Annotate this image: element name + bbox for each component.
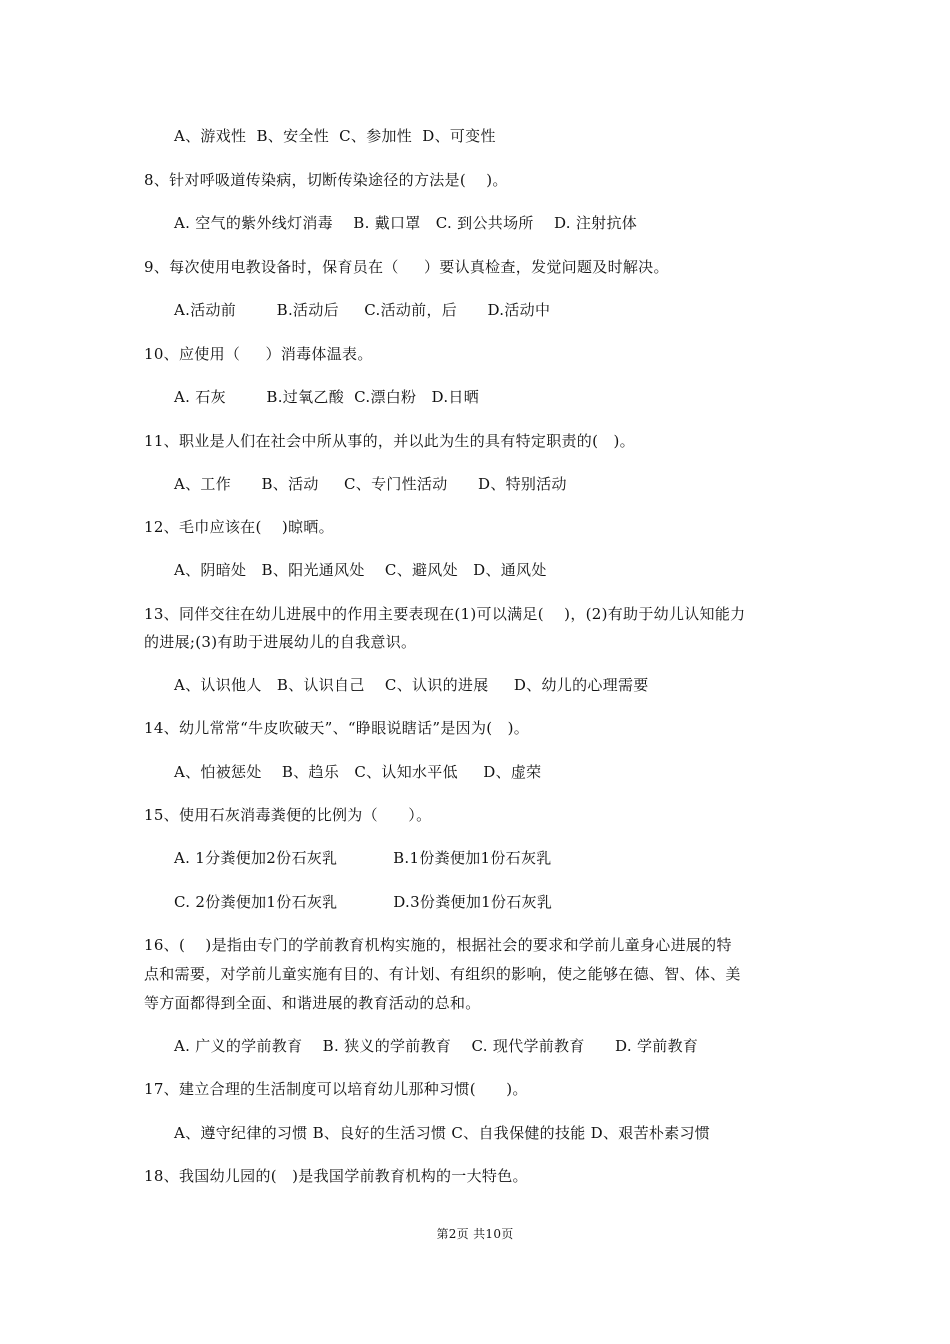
question-18: 18、我国幼儿园的( )是我国学前教育机构的一大特色。 <box>144 1167 528 1185</box>
question-16: 16、( )是指由专门的学前教育机构实施的，根据社会的要求和学前儿童身心进展的特 <box>144 936 732 954</box>
q8-options: A. 空气的紫外线灯消毒 B. 戴口罩 C. 到公共场所 D. 注射抗体 <box>174 214 638 232</box>
q15-options-row2: C. 2份粪便加1份石灰乳 D.3份粪便加1份石灰乳 <box>174 893 553 911</box>
question-15: 15、使用石灰消毒粪便的比例为（ ）。 <box>144 806 432 824</box>
question-9: 9、每次使用电教设备时，保育员在（ ）要认真检查，发觉问题及时解决。 <box>144 258 669 276</box>
q7-options: A、游戏性 B、安全性 C、参加性 D、可变性 <box>174 127 496 145</box>
question-11: 11、职业是人们在社会中所从事的，并以此为生的具有特定职责的( )。 <box>144 432 635 450</box>
question-10: 10、应使用（ ）消毒体温表。 <box>144 345 373 363</box>
q14-options: A、怕被惩处 B、趋乐 C、认知水平低 D、虚荣 <box>174 763 542 781</box>
q12-options: A、阴暗处 B、阳光通风处 C、避风处 D、通风处 <box>174 561 547 579</box>
page-footer: 第2页 共10页 <box>436 1227 514 1241</box>
question-16-continued-2: 等方面都得到全面、和谐进展的教育活动的总和。 <box>144 994 481 1012</box>
q10-options: A. 石灰 B.过氧乙酸 C.漂白粉 D.日晒 <box>174 388 480 406</box>
question-13: 13、同伴交往在幼儿进展中的作用主要表现在(1)可以满足( )，(2)有助于幼儿认知能力 <box>144 605 746 623</box>
question-13-continued: 的进展;(3)有助于进展幼儿的自我意识。 <box>144 633 417 651</box>
q13-options: A、认识他人 B、认识自己 C、认识的进展 D、幼儿的心理需要 <box>174 676 649 694</box>
q17-options: A、遵守纪律的习惯 B、良好的生活习惯 C、自我保健的技能 D、艰苦朴素习惯 <box>174 1124 711 1142</box>
question-8: 8、针对呼吸道传染病，切断传染途径的方法是( )。 <box>144 171 508 189</box>
question-12: 12、毛巾应该在( )晾晒。 <box>144 518 334 536</box>
q9-options: A.活动前 B.活动后 C.活动前，后 D.活动中 <box>174 301 551 319</box>
question-14: 14、幼儿常常“牛皮吹破天”、“睁眼说瞎话”是因为( )。 <box>144 719 530 737</box>
question-16-continued-1: 点和需要，对学前儿童实施有目的、有计划、有组织的影响，使之能够在德、智、体、美 <box>144 965 741 983</box>
q15-options-row1: A. 1分粪便加2份石灰乳 B.1份粪便加1份石灰乳 <box>174 849 552 867</box>
question-17: 17、建立合理的生活制度可以培育幼儿那种习惯( )。 <box>144 1080 528 1098</box>
q11-options: A、工作 B、活动 C、专门性活动 D、特别活动 <box>174 475 567 493</box>
q16-options: A. 广义的学前教育 B. 狭义的学前教育 C. 现代学前教育 D. 学前教育 <box>174 1037 699 1055</box>
